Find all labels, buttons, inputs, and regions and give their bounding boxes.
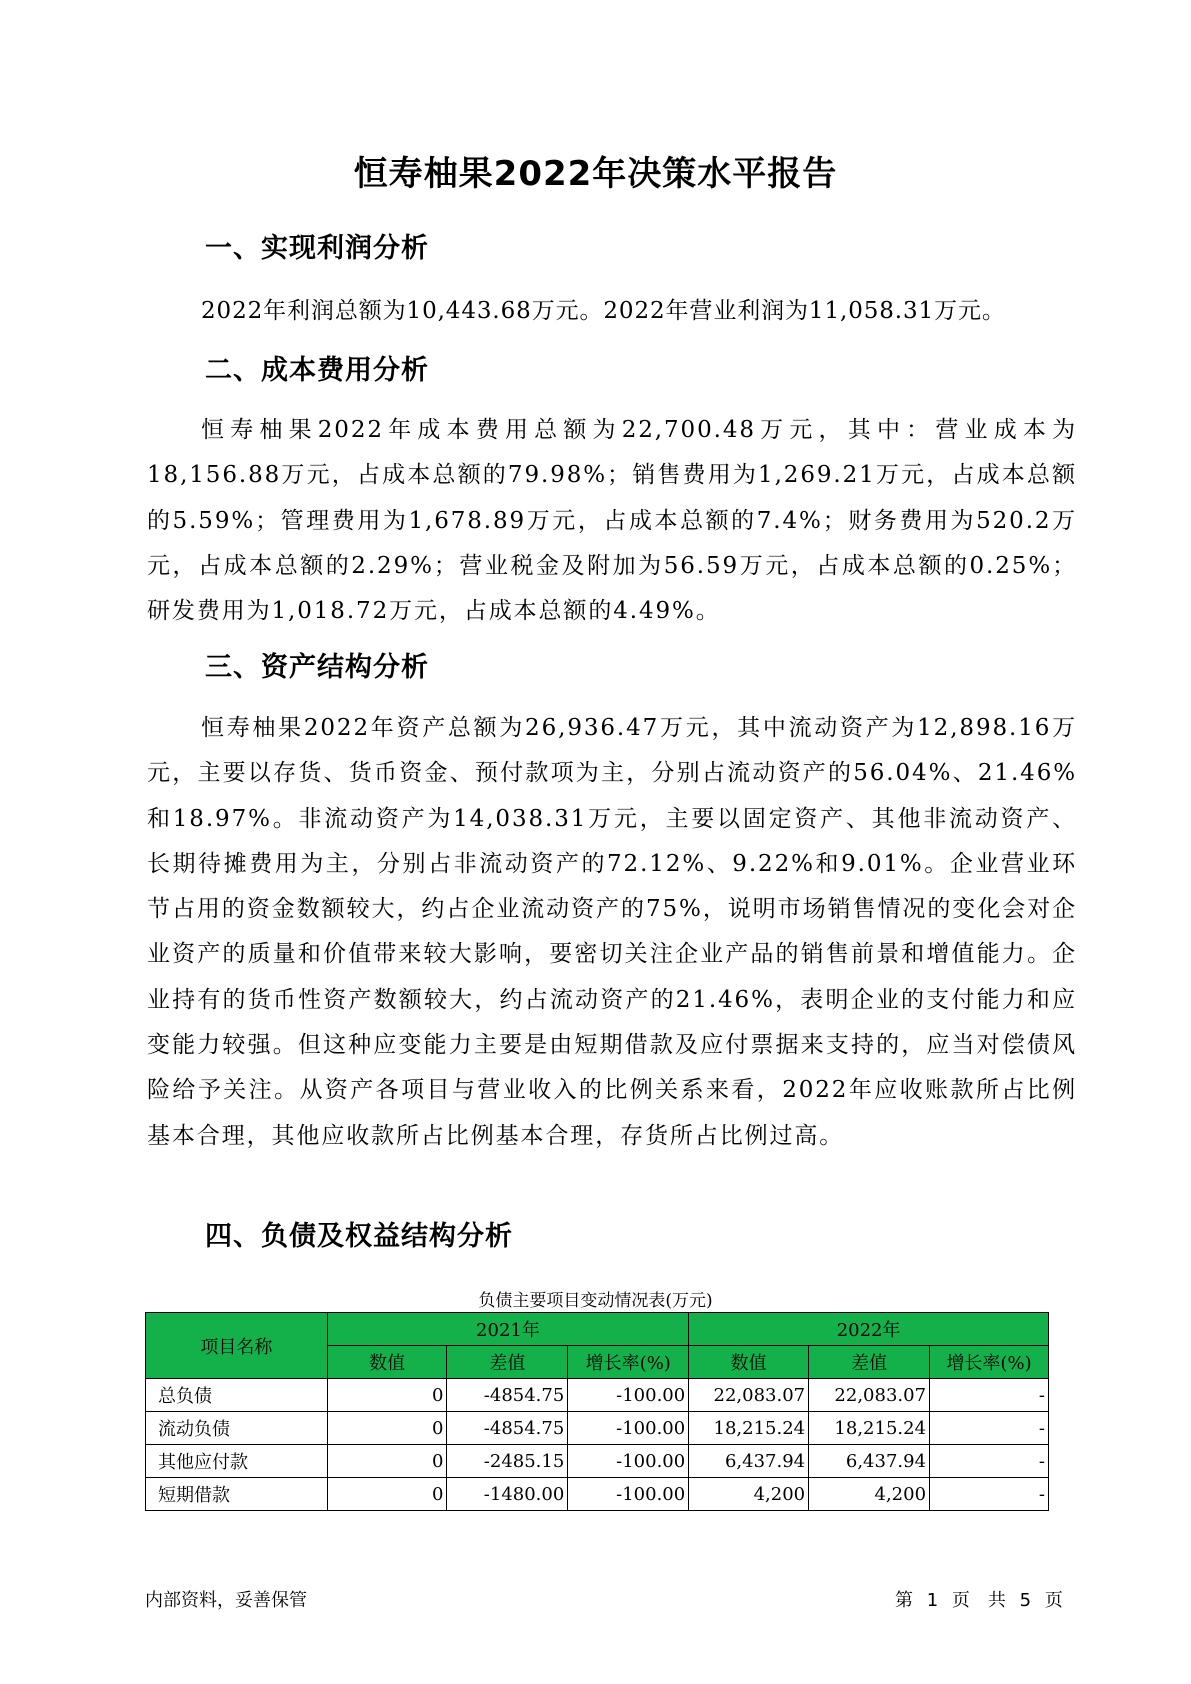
table-subheader: 数值 bbox=[327, 1346, 447, 1379]
cell-value: -4854.75 bbox=[447, 1379, 568, 1412]
page-suffix: 页 bbox=[1044, 1590, 1063, 1611]
row-name: 流动负债 bbox=[146, 1412, 328, 1445]
section-paragraph-cost: 恒寿柚果2022年成本费用总额为22,700.48万元，其中：营业成本为18,156.88万元，占成本总额的79.98%；销售费用为1,269.21万元，占成本总额的5.59%；管理费用为1,678.89万元，占成本总额的7.4%；财务费用为520.2万元，占成本总额的2.29%；营业税金及附加为56.59万元，占成本总额的0.25%；研发费用为1,018.72万元，占成本总额的4.49%。 bbox=[147, 417, 1077, 625]
cell-value: - bbox=[930, 1379, 1049, 1412]
table-row bbox=[146, 1445, 1049, 1478]
cell-value: -2485.15 bbox=[447, 1445, 568, 1478]
cell-value: -100.00 bbox=[568, 1478, 689, 1511]
cell-value: - bbox=[930, 1412, 1049, 1445]
cell-value: -100.00 bbox=[568, 1379, 689, 1412]
section-heading-liabilities: 四、负债及权益结构分析 bbox=[205, 1221, 513, 1252]
cell-value: -100.00 bbox=[568, 1412, 689, 1445]
page-total: 5 bbox=[1019, 1590, 1032, 1611]
section-paragraph-assets: 恒寿柚果2022年资产总额为26,936.47万元，其中流动资产为12,898.16万元，主要以存货、货币资金、预付款项为主，分别占流动资产的56.04%、21.46%和18.97%。非流动资产为14,038.31万元，主要以固定资产、其他非流动资产、长期待摊费用为主，分别占非流动资产的72.12%、9.22%和9.01%。企业营业环节占用的资金数额较大，约占企业流动资产的75%，说明市场销售情况的变化会对企业资产的质量和价值带来较大影响，要密切关注企业产品的销售前景和增值能力。企业持有的货币性资产数额较大，约占流动资产的21.46%，表明企业的支付能力和应变能力较强。但这种应变能力主要是由短期借款及应付票据来支持的，应当对偿债风险给予关注。从资产各项目与营业收入的比例关系来看，2022年应收账款所占比例基本合理，其他应收款所占比例基本合理，存货所占比例过高。 bbox=[147, 715, 1077, 1149]
cell-value: -100.00 bbox=[568, 1445, 689, 1478]
cell-value: 0 bbox=[327, 1379, 447, 1412]
cell-value: 4,200 bbox=[809, 1478, 930, 1511]
cell-value: 0 bbox=[327, 1445, 447, 1478]
page-mid: 页 共 bbox=[951, 1590, 1006, 1611]
table-subheader: 数值 bbox=[689, 1346, 809, 1379]
table-row bbox=[146, 1412, 1049, 1445]
row-name: 总负债 bbox=[146, 1379, 328, 1412]
table-row bbox=[146, 1478, 1049, 1511]
cell-value: 18,215.24 bbox=[809, 1412, 930, 1445]
section-heading-assets: 三、资产结构分析 bbox=[205, 652, 429, 683]
table-subheader: 增长率(%) bbox=[568, 1346, 689, 1379]
section-paragraph-profit: 2022年利润总额为10,443.68万元。2022年营业利润为11,058.31万元。 bbox=[201, 298, 1006, 324]
section-heading-profit: 一、实现利润分析 bbox=[205, 233, 429, 264]
liabilities-table bbox=[145, 1312, 1049, 1511]
cell-value: 4,200 bbox=[689, 1478, 809, 1511]
table-header-year-2022: 2022年 bbox=[689, 1313, 1049, 1346]
table-header-year-2021: 2021年 bbox=[327, 1313, 688, 1346]
cell-value: - bbox=[930, 1445, 1049, 1478]
cell-value: -4854.75 bbox=[447, 1412, 568, 1445]
cell-value: 22,083.07 bbox=[689, 1379, 809, 1412]
page-prefix: 第 bbox=[895, 1590, 913, 1611]
cell-value: -1480.00 bbox=[447, 1478, 568, 1511]
row-name: 短期借款 bbox=[146, 1478, 328, 1511]
row-name: 其他应付款 bbox=[146, 1445, 328, 1478]
page-number: 1 bbox=[926, 1590, 939, 1611]
cell-value: 0 bbox=[327, 1478, 447, 1511]
footer-page-indicator bbox=[895, 1586, 1063, 1612]
cell-value: 18,215.24 bbox=[689, 1412, 809, 1445]
cell-value: 22,083.07 bbox=[809, 1379, 930, 1412]
report-title: 恒寿柚果2022年决策水平报告 bbox=[353, 154, 838, 194]
cell-value: 6,437.94 bbox=[809, 1445, 930, 1478]
section-heading-cost: 二、成本费用分析 bbox=[205, 355, 429, 386]
table-subheader: 增长率(%) bbox=[930, 1346, 1049, 1379]
table-row bbox=[146, 1379, 1049, 1412]
footer-confidential-note: 内部资料，妥善保管 bbox=[145, 1590, 307, 1611]
table-subheader: 差值 bbox=[447, 1346, 568, 1379]
cell-value: - bbox=[930, 1478, 1049, 1511]
table-header-item-name: 项目名称 bbox=[146, 1313, 328, 1379]
table-subheader: 差值 bbox=[809, 1346, 930, 1379]
cell-value: 6,437.94 bbox=[689, 1445, 809, 1478]
cell-value: 0 bbox=[327, 1412, 447, 1445]
table-caption: 负债主要项目变动情况表(万元) bbox=[478, 1291, 713, 1311]
